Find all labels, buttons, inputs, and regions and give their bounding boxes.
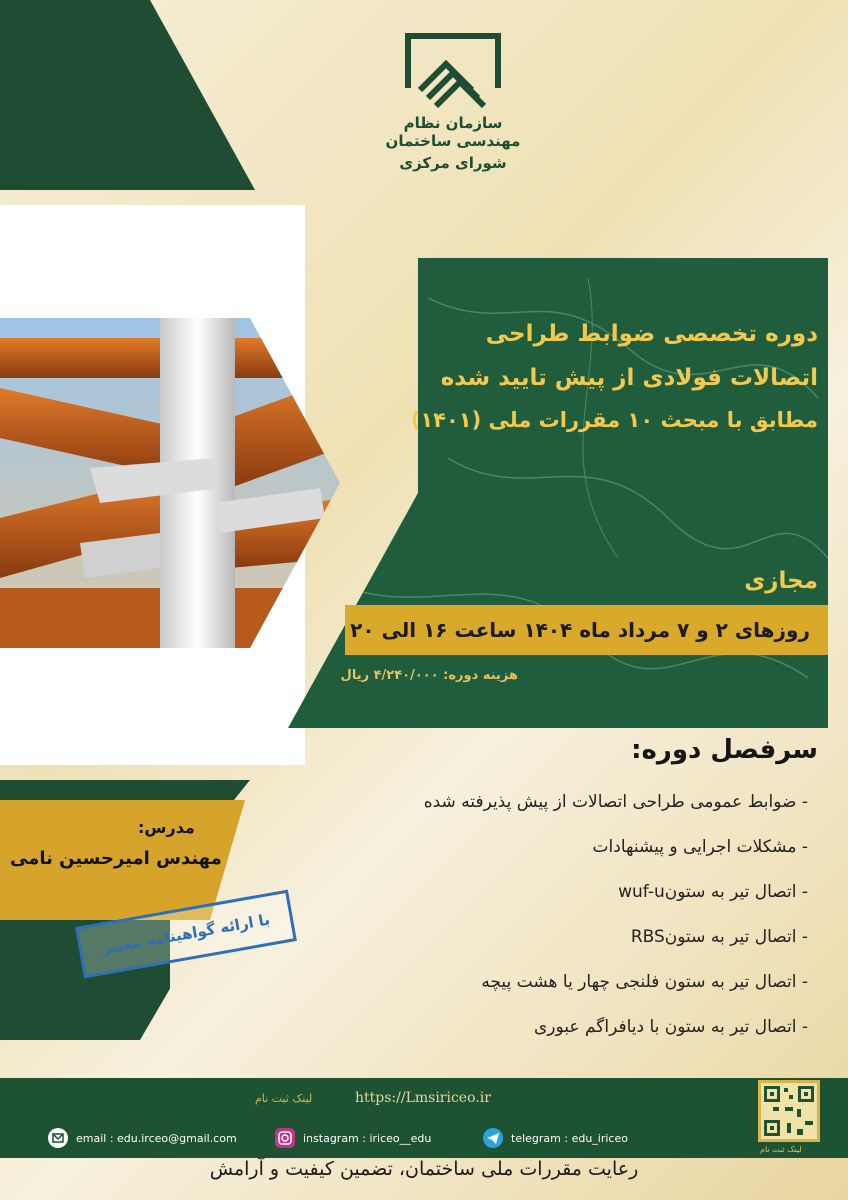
syllabus-item: - مشکلات اجرایی و پیشنهادات — [592, 837, 808, 857]
course-title-line3: مطابق با مبحث ۱۰ مقررات ملی (۱۴۰۱) — [410, 408, 818, 432]
telegram-contact[interactable] — [483, 1128, 628, 1148]
org-subname: شورای مرکزی — [399, 154, 507, 172]
instructor-name: مهندس امیرحسین نامی — [10, 848, 222, 869]
syllabus-item: - اتصال تیر به ستونRBS — [630, 927, 808, 947]
qr-label: لینک ثبت نام — [760, 1145, 802, 1154]
telegram-icon — [483, 1128, 503, 1148]
certificate-stamp: با ارائه گواهینامه معتبر — [75, 890, 297, 979]
instructor-label: مدرس: — [138, 818, 195, 837]
org-name: سازمان نظام مهندسی ساختمان — [385, 114, 521, 150]
instagram-icon — [275, 1128, 295, 1148]
qr-code[interactable] — [758, 1080, 820, 1142]
email-icon — [48, 1128, 68, 1148]
course-title-line1: دوره تخصصی ضوابط طراحی — [485, 321, 818, 347]
syllabus-item: - اتصال تیر به ستون با دیافراگم عبوری — [533, 1017, 808, 1037]
syllabus-title: سرفصل دوره: — [631, 735, 818, 765]
course-fee: هزینه دوره: ۴/۲۴۰/۰۰۰ ریال — [340, 668, 518, 683]
telegram-text: telegram : edu_iriceo — [511, 1131, 628, 1145]
instagram-text: instagram : iriceo__edu — [303, 1131, 432, 1145]
course-title-line2: اتصالات فولادی از پیش تایید شده — [440, 365, 818, 391]
course-dates: روزهای ۲ و ۷ مرداد ماه ۱۴۰۴ ساعت ۱۶ الی ۲۰ — [345, 605, 828, 655]
org-logo — [378, 28, 528, 172]
email-text: email : edu.irceo@gmail.com — [76, 1131, 237, 1145]
register-link[interactable]: https://Lmsiriceo.ir — [355, 1090, 491, 1106]
org-logo-icon — [398, 28, 508, 108]
syllabus-item: - اتصال تیر به ستونwuf-u — [618, 882, 808, 902]
syllabus-item: - ضوابط عمومی طراحی اتصالات از پیش پذیرفته شده — [423, 792, 808, 812]
syllabus-item: - اتصال تیر به ستون فلنجی چهار یا هشت پیچه — [481, 972, 808, 992]
syllabus-list — [308, 790, 808, 1060]
slogan: رعایت مقررات ملی ساختمان، تضمین کیفیت و آرامش — [209, 1158, 639, 1180]
top-left-green-shape — [0, 0, 255, 190]
email-contact[interactable] — [48, 1128, 237, 1148]
course-mode: مجازی — [744, 568, 818, 594]
course-title — [298, 312, 818, 440]
register-label: لینک ثبت نام — [255, 1092, 313, 1105]
instagram-contact[interactable] — [275, 1128, 431, 1148]
